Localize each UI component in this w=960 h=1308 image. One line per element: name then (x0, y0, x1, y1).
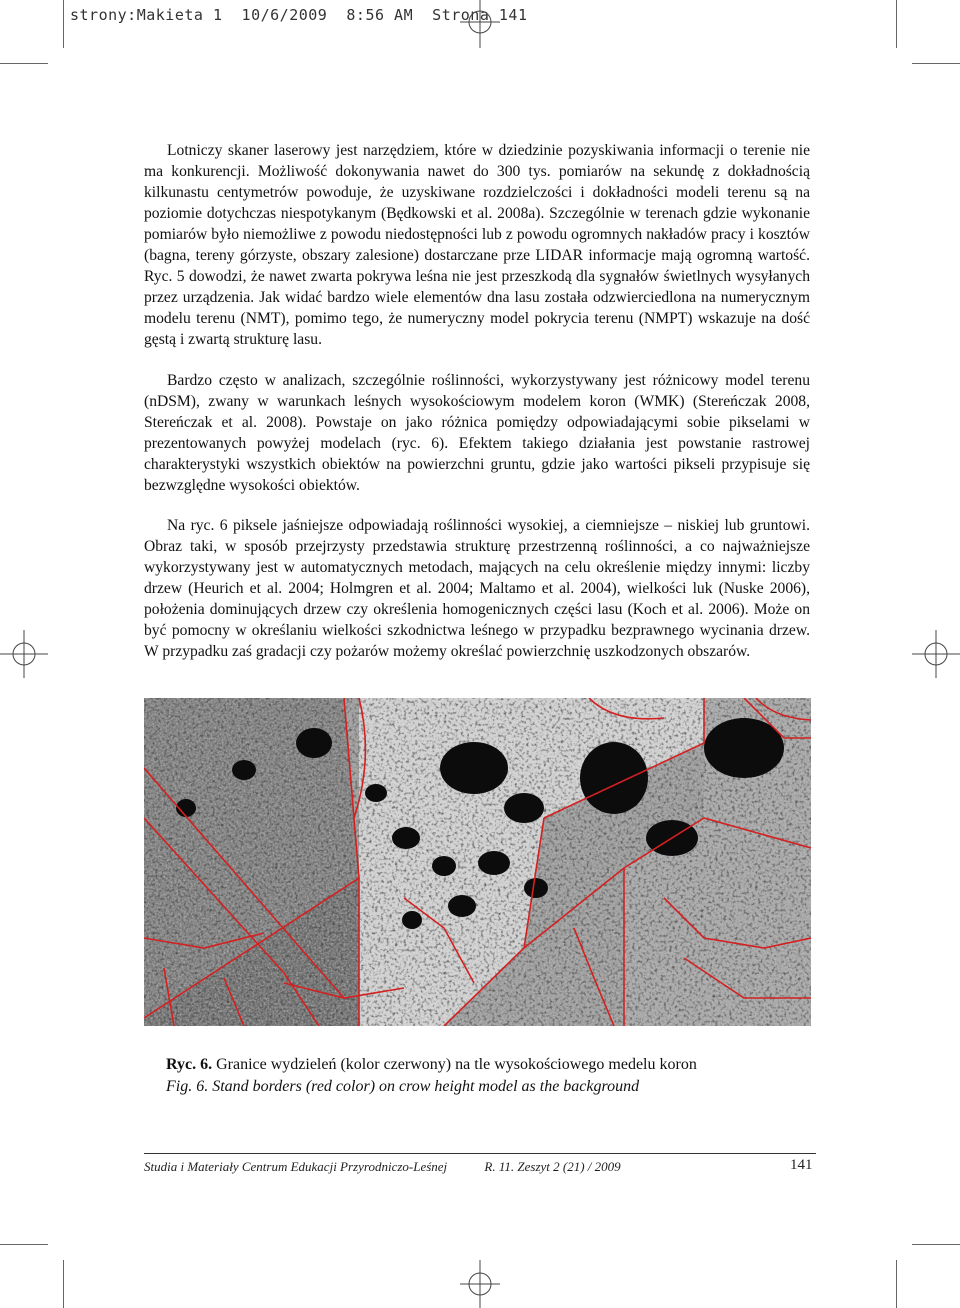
registration-mark-left (0, 630, 48, 678)
volume-info: R. 11. Zeszyt 2 (21) / 2009 (484, 1159, 621, 1174)
registration-mark-top (456, 0, 504, 48)
crop-mark-top-right-h (912, 63, 960, 64)
footer-rule (144, 1153, 816, 1154)
running-footer (144, 1159, 621, 1175)
crop-mark-top-left-v (63, 0, 64, 48)
page-number: 141 (790, 1157, 813, 1173)
caption-polish (166, 1054, 697, 1076)
printer-slug: strony:Makieta 1 10/6/2009 8:56 AM Strona 141 (70, 6, 528, 24)
crop-mark-bottom-right-v (896, 1260, 897, 1308)
crop-mark-top-left-h (0, 63, 48, 64)
crop-mark-bottom-left-v (63, 1260, 64, 1308)
caption-polish-text: Granice wydzieleń (kolor czerwony) na tle wysokościowego medelu koron (216, 1056, 697, 1073)
paragraph-1-block (144, 140, 810, 350)
caption-english: Fig. 6. Stand borders (red color) on crow height model as the background (166, 1078, 640, 1095)
canopy-height-model-image (144, 698, 811, 1026)
paragraph-2: Bardzo często w analizach, szczególnie roślinności, wykorzystywany jest różnicowy model terenu (nDSM), zwany w warunkach leśnych wysokościowym modelem koron (WMK) (Stereńczak 2008, Stereńczak et al. 2008). Powstaje on jako różnica pomiędzy odpowiadającymi sobie pikselami w prezentowanych powyżej modelach (ryc. 6). Efektem takiego działania jest powstanie rastrowej charakterystyki wszystkich obiektów na powierzchni gruntu, gdzie jako wartości pikseli przypisuje się bezwzględne wysokości obiektów. (144, 372, 810, 494)
paragraph-2-block (144, 370, 810, 496)
paragraph-3: Na ryc. 6 piksele jaśniejsze odpowiadają roślinności wysokiej, a ciemniejsze – niskiej lub gruntowi. Obraz taki, w sposób przejrzysty przedstawia strukturę przestrzenną roślinności, a co najważniejsze wykorzystywany jest w automatycznych metodach, mających na celu określenie między innymi: liczby drzew (Heurich et al. 2004; Holmgren et al. 2004; Maltamo et al. 2004), wielkości luk (Nuske 2006), położenia dominujących drzew czy określenia homogenicznych części lasu (Koch et al. 2006). Może on być pomocny w określaniu wielkości szkodnictwa leśnego w przypadku bezprawnego wycinania drzew. W przypadku zaś gradacji czy pożarów możemy określać powierzchnię uszkodzonych obszarów. (144, 517, 810, 660)
paragraph-1: Lotniczy skaner laserowy jest narzędziem, które w dziedzinie pozyskiwania informacji o terenie nie ma konkurencji. Możliwość dokonywania nawet do 300 tys. pomiarów na sekundę z dokładnością kilkunastu centymetrów powoduje, że uzyskiwane rozdzielczości i dokładności modeli terenu są na poziomie dotychczas niespotykanym (Będkowski et al. 2008a). Szczególnie w terenach gdzie wykonanie pomiarów było niemożliwe z powodu niedostępności lub z powodu ogromnych nakładów pracy i kosztów (bagna, tereny górzyste, obszary zalesione) dostarczane prze LIDAR informacje mają ogromną wartość. Ryc. 5 dowodzi, że nawet zwarta pokrywa leśna nie jest przeszkodą dla sygnałów świetlnych wysyłanych przez urządzenia. Jak widać bardzo wiele elementów dna lasu została odzwierciedlona na numerycznym modelu terenu (NMT), pomimo tego, że numeryczny model pokrycia terenu (NMPT) wskazuje na dość gęstą i zwartą strukturę lasu. (144, 142, 810, 348)
caption-label: Ryc. 6. (166, 1056, 213, 1073)
registration-mark-bottom (456, 1260, 504, 1308)
journal-name: Studia i Materiały Centrum Edukacji Przyrodniczo-Leśnej (144, 1159, 448, 1174)
figure-caption (166, 1054, 697, 1098)
registration-mark-right (912, 630, 960, 678)
canopy-height-model-figure (144, 698, 811, 1026)
paragraph-3-block (144, 515, 810, 662)
crop-mark-bottom-right-h (912, 1244, 960, 1245)
crop-mark-bottom-left-h (0, 1244, 48, 1245)
crop-mark-top-right-v (896, 0, 897, 48)
